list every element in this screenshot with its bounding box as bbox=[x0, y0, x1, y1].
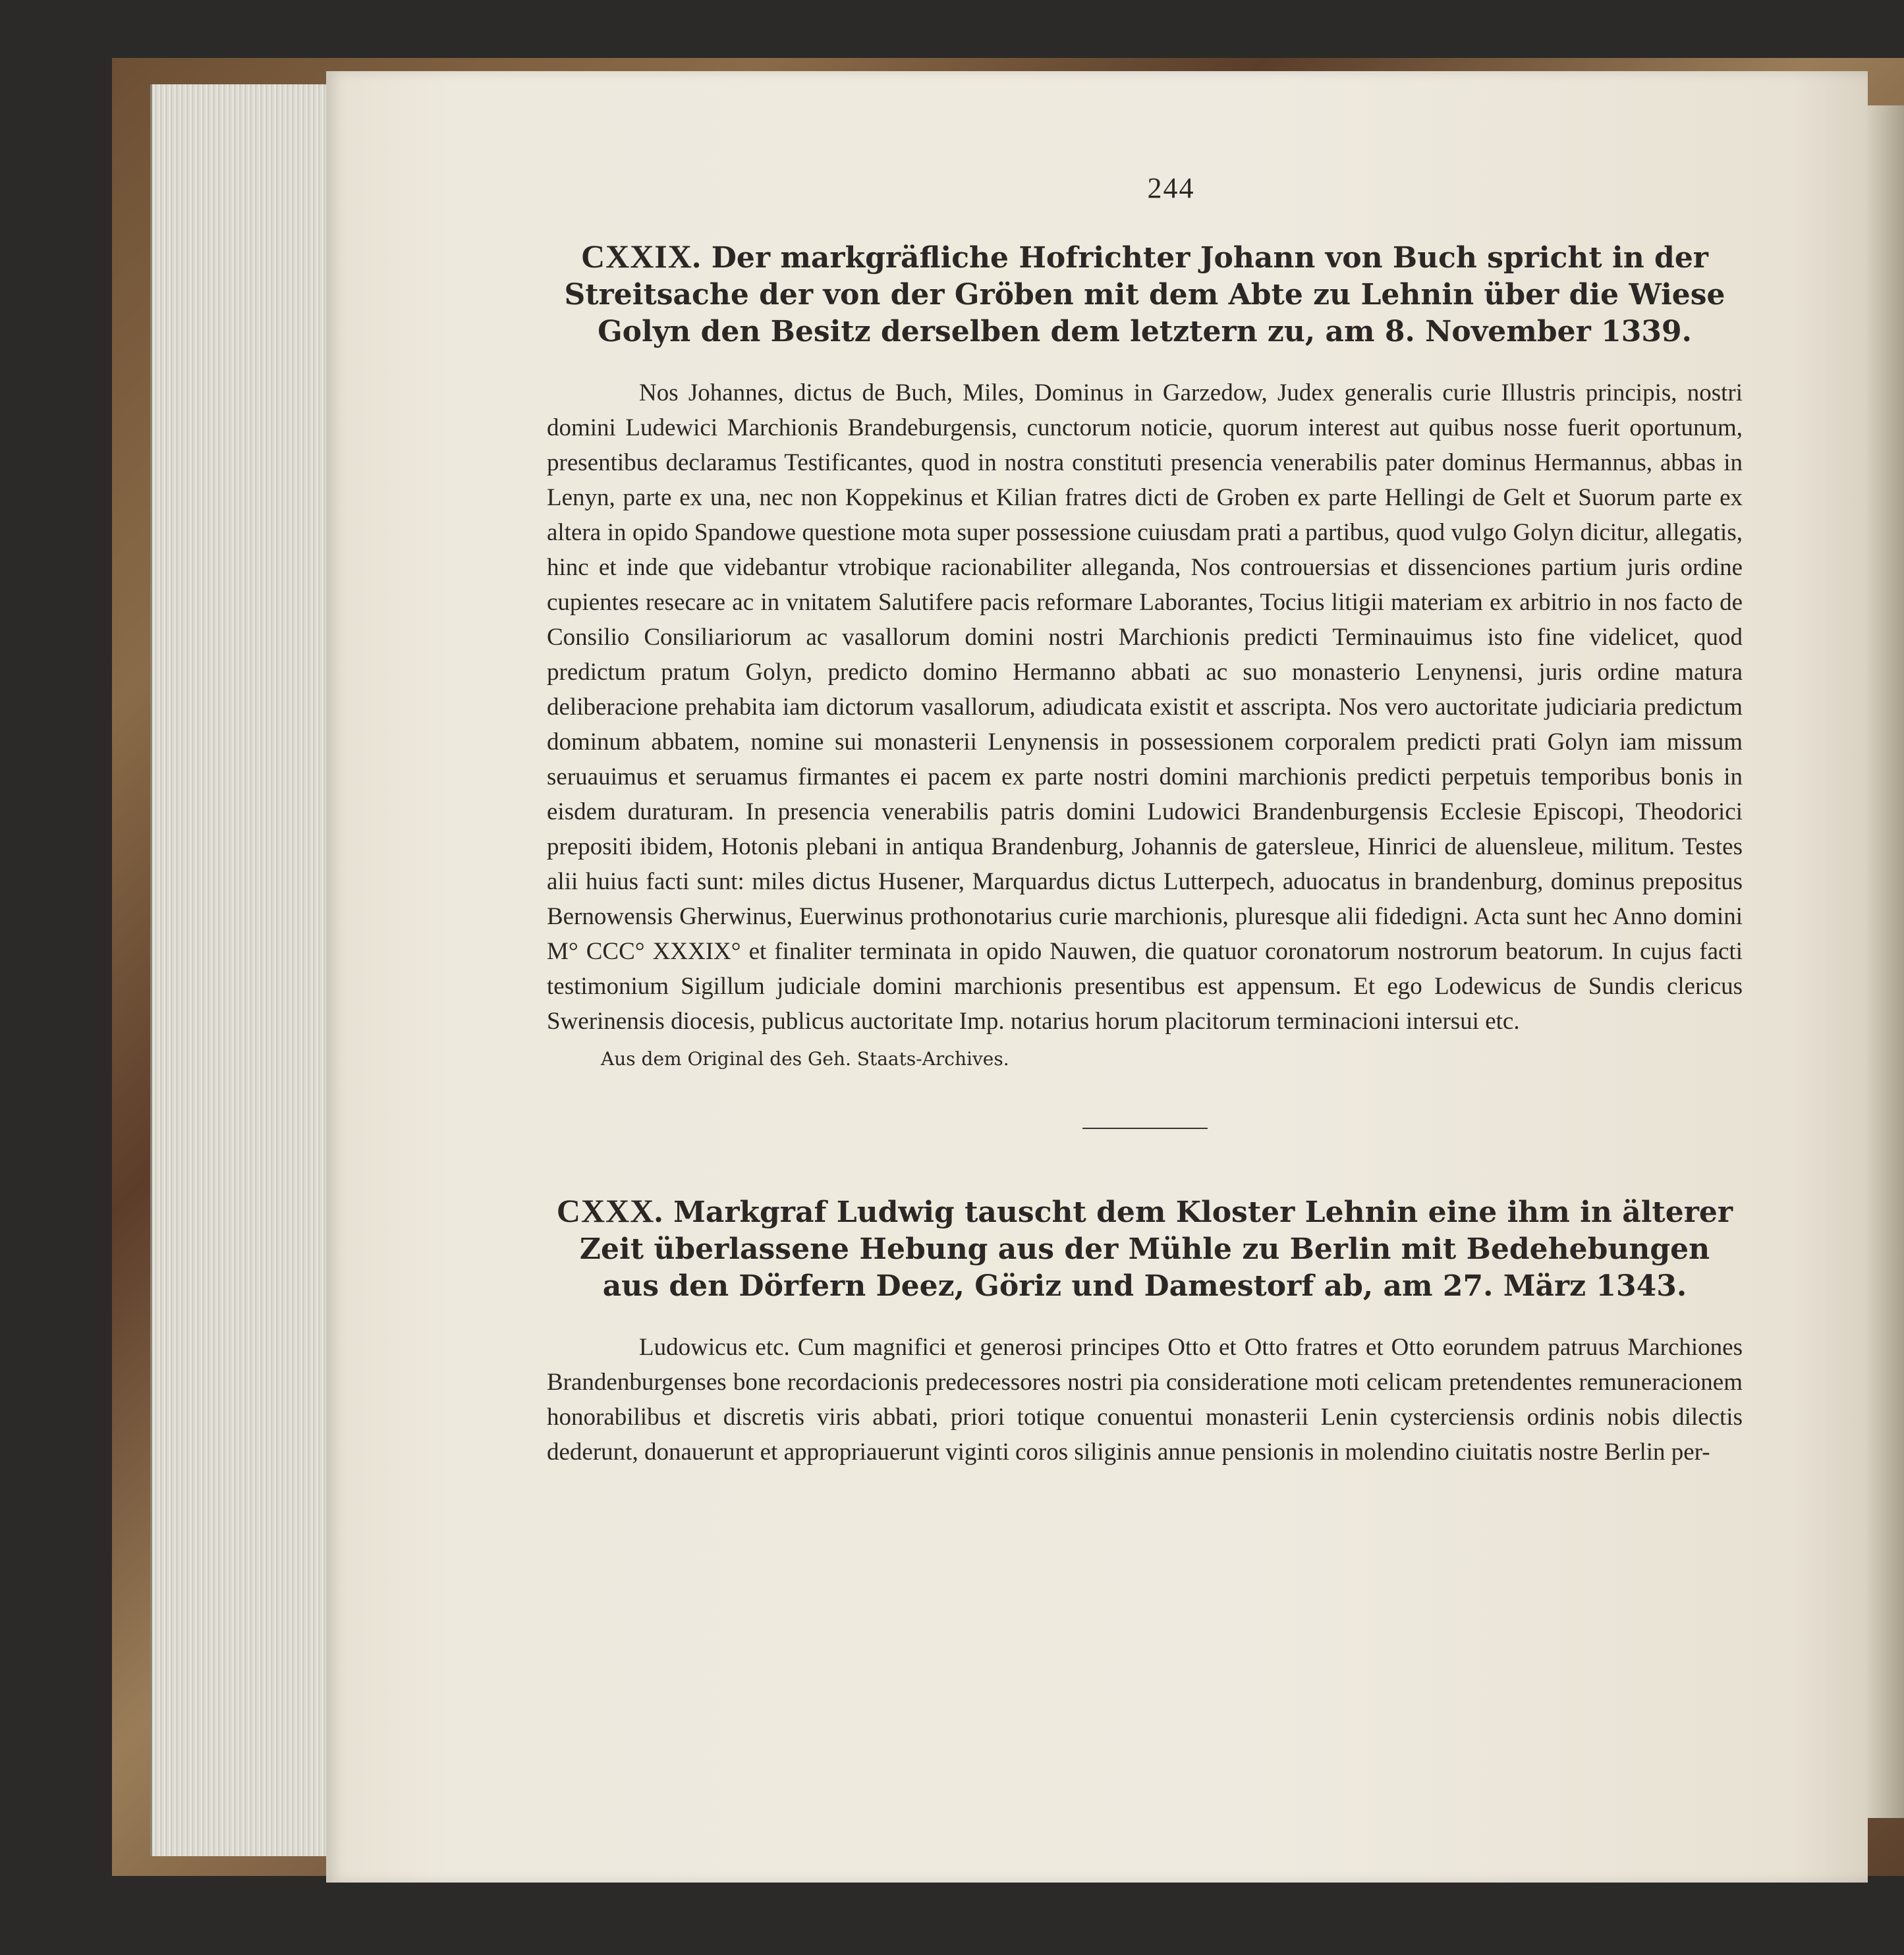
section-heading bbox=[547, 1192, 1743, 1305]
section-number: CXXIX. bbox=[580, 238, 702, 275]
section-divider bbox=[1082, 1128, 1208, 1129]
document-section-cxxix bbox=[547, 238, 1743, 1070]
section-number: CXXX. bbox=[556, 1192, 663, 1229]
page-edges bbox=[150, 84, 330, 1856]
source-note: Aus dem Original des Geh. Staats-Archives. bbox=[601, 1048, 1009, 1070]
page-number: 244 bbox=[1147, 172, 1195, 204]
section-title: Der markgräfliche Hofrichter Johann von Buch spricht in der Streitsache der von der Gröben mit dem Abte zu Lehnin über die Wiese Golyn den Besitz derselben dem letztern zu, am 8. November 1339. bbox=[564, 241, 1725, 348]
section-heading bbox=[547, 238, 1743, 350]
section-title: Markgraf Ludwig tauscht dem Kloster Lehnin eine ihm in älterer Zeit überlassene Hebung aus der Mühle zu Berlin mit Bedehebungen aus den Dörfern Deez, Göriz und Damestorf ab, am 27. März 1343. bbox=[579, 1196, 1733, 1303]
facing-page-edge bbox=[1864, 105, 1904, 1818]
document-section-cxxx bbox=[547, 1192, 1743, 1470]
section-body: Ludowicus etc. Cum magnifici et generosi principes Otto et Otto fratres et Otto eorundem patruus Marchiones Brandenburgenses bone recordacionis predecessores nostri pia consideratione moti celicam pretendentes remuneracionem honorabilibus et discretis viris abbati, priori totique conuentui monasterii Lenin cysterciensis ordinis nobis dilectis dederunt, donauerunt et appropriauerunt viginti coros siliginis annue pensionis in molendino ciuitatis nostre Berlin per- bbox=[547, 1334, 1743, 1466]
page-content bbox=[547, 171, 1743, 1470]
section-body: Nos Johannes, dictus de Buch, Miles, Dominus in Garzedow, Judex generalis curie Illustris principis, nostri domini Ludewici Marchionis Brandeburgensis, cunctorum noticie, quorum interest aut quibus nosse fuerit oportunum, presentibus declaramus Testificantes, quod in nostra constituti presencia venerabilis pater dominus Hermannus, abbas in Lenyn, parte ex una, nec non Koppekinus et Kilian fratres dicti de Groben ex parte Hellingi de Gelt et Suorum parte ex altera in opido Spandowe questione mota super possessione cuiusdam prati a partibus, quod vulgo Golyn dicitur, allegatis, hinc et inde que videbantur vtrobique racionabiliter alleganda, Nos controuersias et dissenciones partium juris ordine cupientes resecare ac in vnitatem Salutifere pacis reformare Laborantes, Tocius litigii materiam ex arbitrio in nos facto de Consilio Consiliariorum ac vasallorum domini nostri Marchionis predicti Terminauimus isto fine videlicet, quod predictum pratum Golyn, predicto domino Hermanno abbati ac suo monasterio Lenynensi, juris ordine matura deliberacione prehabita iam dictorum vasallorum, adiudicata existit et asscripta. Nos vero auctoritate judiciaria predictum dominum abbatem, nomine sui monasterii Lenynensis in possessionem corporalem predicti prati Golyn iam missum seruauimus et seruamus firmantes ei pacem ex parte nostri domini marchionis predicti perpetuis temporibus bonis in eisdem duraturam. In presencia venerabilis patris domini Ludowici Brandenburgensis Ecclesie Episcopi, Theodorici prepositi ibidem, Hotonis plebani in antiqua Brandenburg, Johannis de gatersleue, Hinrici de aluensleue, militum. Testes alii huius facti sunt: miles dictus Husener, Marquardus dictus Lutterpech, aduocatus in brandenburg, dominus prepositus Bernowensis Gherwinus, Euerwinus prothonotarius curie marchionis, pluresque alii fidedigni. Acta sunt hec Anno domini M° CCC° XXXIX° et finaliter terminata in opido Nauwen, die quatuor coronatorum nostrorum beatorum. In cujus facti testimonium Sigillum judiciale domini marchionis presentibus est appensum. Et ego Lodewicus de Sundis clericus Swerinensis diocesis, publicus auctoritate Imp. notarius horum placitorum terminacioni intersui etc. bbox=[547, 379, 1743, 1035]
